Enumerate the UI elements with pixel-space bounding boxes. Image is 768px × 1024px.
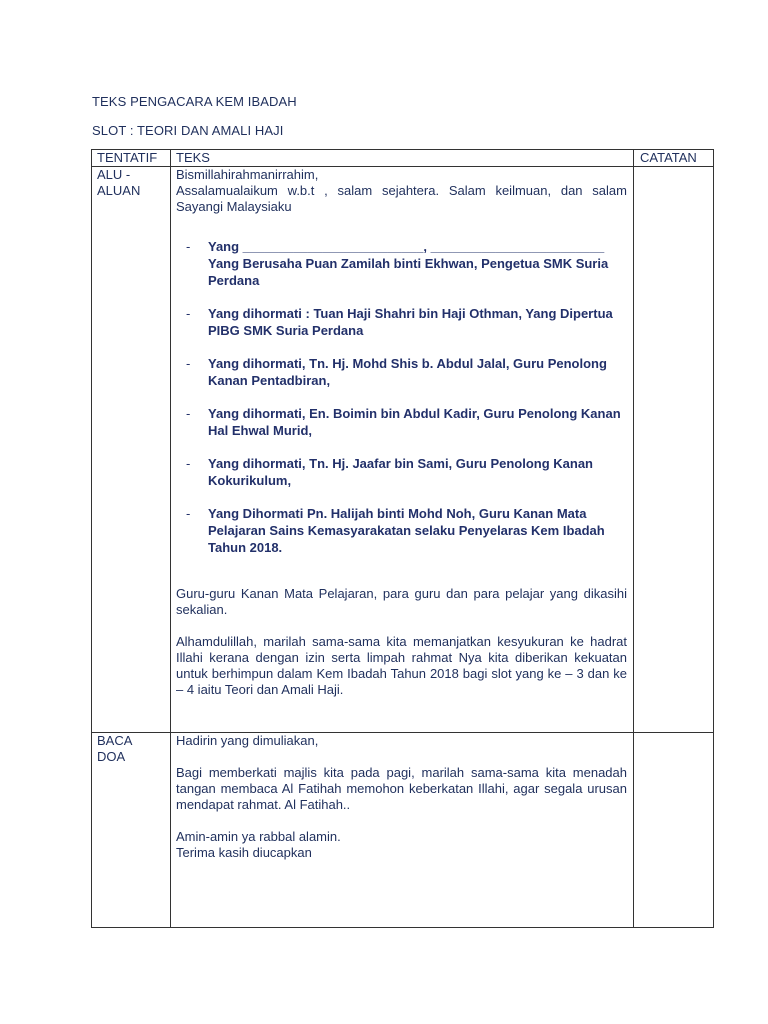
- teks-cell: [171, 167, 634, 733]
- amin-line: Amin-amin ya rabbal alamin.: [176, 829, 341, 844]
- tentatif-cell: [92, 733, 171, 928]
- tentatif-label-line2: DOA: [97, 749, 126, 764]
- guest-line: Yang dihormati : Tuan Haji Shahri bin Haji Othman, Yang Dipertua PIBG SMK Suria Perdana: [208, 306, 613, 338]
- guest-line: Yang Dihormati Pn. Halijah binti Mohd Noh, Guru Kanan Mata Pelajaran Sains Kemasyarakatan selaku Penyelaras Kem Ibadah Tahun 2018.: [208, 506, 605, 555]
- greeting-salam: Assalamualaikum w.b.t , salam sejahtera. Salam keilmuan, dan salam Sayangi Malaysiaku: [176, 183, 627, 214]
- greeting-bismillah: Bismillahirahmanirrahim,: [176, 167, 319, 182]
- guest-list: [176, 238, 627, 556]
- catatan-cell: [634, 167, 714, 733]
- bullet-dash: -: [186, 239, 191, 254]
- paragraph-doa: Bagi memberkati majlis kita pada pagi, marilah sama-sama kita menadah tangan membaca Al Fatihah memohon keberkatan Illahi, agar segala urusan mendapat rahmat. Al Fatihah..: [176, 765, 627, 812]
- paragraph-guru: Guru-guru Kanan Mata Pelajaran, para guru dan para pelajar yang dikasihi sekalian.: [176, 586, 627, 617]
- tentatif-cell: [92, 167, 171, 733]
- catatan-cell: [634, 733, 714, 928]
- guest-line: Yang dihormati, En. Boimin bin Abdul Kadir, Guru Penolong Kanan Hal Ehwal Murid,: [208, 406, 621, 438]
- guest-item: [176, 455, 627, 489]
- tentatif-label-line1: ALU -: [97, 167, 131, 182]
- header-catatan: CATATAN: [634, 150, 714, 167]
- paragraph-alhamdulillah: Alhamdulillah, marilah sama-sama kita memanjatkan kesyukuran ke hadrat Illahi kerana dengan izin serta limpah rahmat Nya kita diberikan kekuatan untuk berhimpun dalam Kem Ibadah Tahun 2018 bagi slot yang ke – 3 dan ke – 4 iaitu Teori dan Amali Haji.: [176, 634, 627, 697]
- slot-heading: SLOT : TEORI DAN AMALI HAJI: [92, 123, 284, 138]
- hadirin-line: Hadirin yang dimuliakan,: [176, 733, 319, 748]
- guest-line: Yang Berusaha Puan Zamilah binti Ekhwan, Pengetua SMK Suria Perdana: [208, 256, 609, 288]
- bullet-dash: -: [186, 356, 191, 371]
- header-teks: TEKS: [171, 150, 634, 167]
- program-table: [91, 149, 714, 928]
- table-header-row: [92, 150, 714, 167]
- table-row-baca-doa: [92, 733, 714, 928]
- header-tentatif: TENTATIF: [92, 150, 171, 167]
- guest-line: Yang _________________________, ________________________: [208, 239, 605, 254]
- bullet-dash: -: [186, 456, 191, 471]
- teks-cell: [171, 733, 634, 928]
- guest-item: [176, 505, 627, 556]
- guest-line: Yang dihormati, Tn. Hj. Mohd Shis b. Abdul Jalal, Guru Penolong Kanan Pentadbiran,: [208, 356, 607, 388]
- guest-line: Yang dihormati, Tn. Hj. Jaafar bin Sami, Guru Penolong Kanan Kokurikulum,: [208, 456, 593, 488]
- guest-item: [176, 405, 627, 439]
- guest-item: [176, 238, 627, 289]
- bullet-dash: -: [186, 406, 191, 421]
- bullet-dash: -: [186, 306, 191, 321]
- tentatif-label-line2: ALUAN: [97, 183, 141, 198]
- document-title: TEKS PENGACARA KEM IBADAH: [92, 94, 297, 109]
- guest-item: [176, 305, 627, 339]
- tentatif-label-line1: BACA: [97, 733, 133, 748]
- bullet-dash: -: [186, 506, 191, 521]
- terima-kasih-line: Terima kasih diucapkan: [176, 845, 312, 860]
- table-row-alu-aluan: [92, 167, 714, 733]
- guest-item: [176, 355, 627, 389]
